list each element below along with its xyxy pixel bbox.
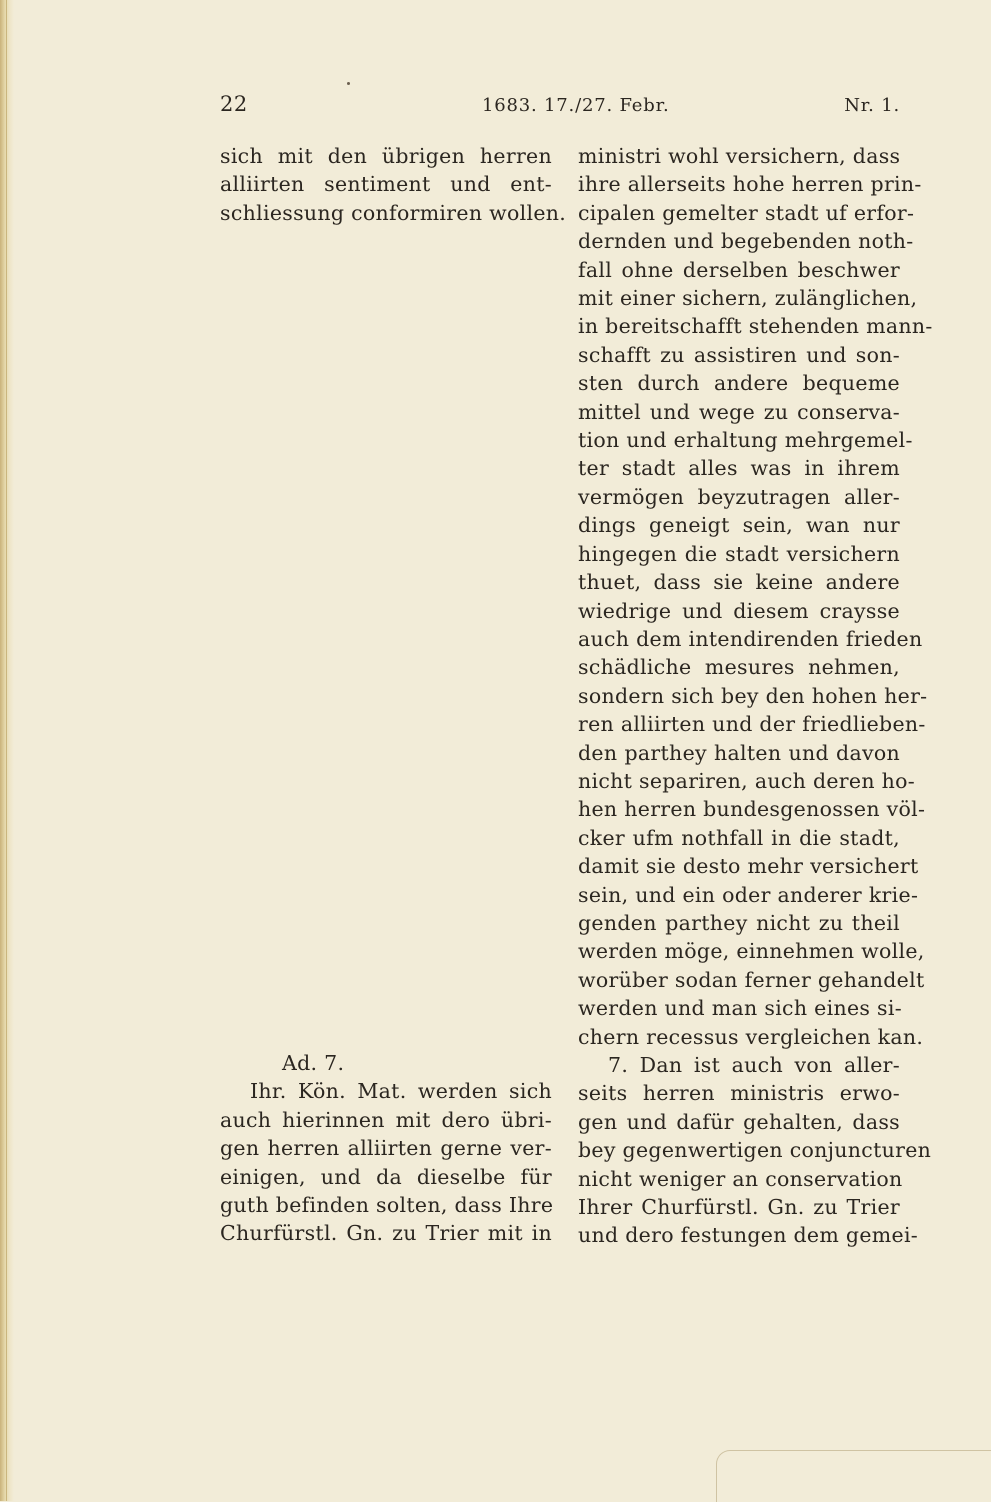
text-line: bey gegenwertigen conjuncturen [578, 1138, 932, 1163]
text-line: genden parthey nicht zu theil [578, 910, 900, 935]
text-line: sein, und ein oder anderer krie- [578, 882, 919, 907]
text-line: werden und man sich eines si- [578, 996, 902, 1021]
text-line: wiedrige und diesem craysse [578, 598, 900, 623]
page-edge-line [6, 0, 7, 1501]
text-line: chern recessus vergleichen kan. [578, 1024, 924, 1049]
running-title: 1683. 17./27. Febr. [482, 95, 670, 116]
text-line: mittel und wege zu conserva- [578, 399, 900, 424]
text-line: Ihr. Kön. Mat. werden sich [250, 1079, 552, 1104]
text-line: cipalen gemelter stadt uf erfor- [578, 200, 915, 225]
section-heading: Ad. 7. [282, 1051, 345, 1075]
text-line: gen und dafür gehalten, dass [578, 1109, 900, 1134]
text-line: mit einer sichern, zulänglichen, [578, 286, 918, 311]
text-line: gen herren alliirten gerne ver- [220, 1136, 552, 1161]
text-line: werden möge, einnehmen wolle, [578, 939, 925, 964]
text-line: ren alliirten und der friedlieben- [578, 712, 926, 737]
text-line: dings geneigt sein, wan nur [578, 513, 900, 538]
text-line: damit sie desto mehr versichert [578, 854, 919, 879]
text-line: nicht separiren, auch deren ho- [578, 768, 916, 793]
text-line: sich mit den übrigen herren [220, 144, 552, 168]
left-column-bottom [220, 1049, 552, 1248]
text-line: ministri wohl versichern, dass [578, 144, 901, 168]
ink-speck [347, 82, 350, 85]
text-line: sondern sich bey den hohen her- [578, 683, 928, 708]
text-line: fall ohne derselben beschwer [578, 257, 900, 282]
text-line: und dero festungen dem gemei- [578, 1223, 919, 1248]
right-column [578, 142, 933, 1250]
text-line: auch dem intendirenden frieden [578, 626, 923, 651]
running-header [220, 92, 900, 122]
text-line: den parthey halten und davon [578, 740, 900, 765]
text-line: sten durch andere bequeme [578, 371, 900, 396]
document-number: Nr. 1. [844, 95, 900, 116]
text-line: ter stadt alles was in ihrem [578, 456, 900, 481]
text-line: hingegen die stadt versichern [578, 541, 900, 566]
page-edge [0, 0, 14, 1501]
text-line: hen herren bundesgenossen völ- [578, 797, 926, 822]
paper-corner-mark [716, 1450, 991, 1502]
text-line: Ihrer Churfürstl. Gn. zu Trier [578, 1195, 900, 1220]
text-line: schädliche mesures nehmen, [578, 655, 900, 680]
text-line: in bereitschafft stehenden mann- [578, 314, 933, 339]
text-line: vermögen beyzutragen aller- [578, 484, 900, 509]
text-line: ihre allerseits hohe herren prin- [578, 172, 922, 197]
text-line: dernden und begebenden noth- [578, 229, 914, 254]
text-line: schliessung conformiren wollen. [220, 200, 567, 225]
left-column-top [220, 142, 567, 227]
text-line: seits herren ministris erwo- [578, 1081, 900, 1106]
text-line: worüber sodan ferner gehandelt [578, 967, 925, 992]
text-line: Churfürstl. Gn. zu Trier mit in [220, 1221, 552, 1246]
text-line: thuet, dass sie keine andere [578, 570, 900, 595]
text-line: guth befinden solten, dass Ihre [220, 1193, 554, 1218]
text-line: alliirten sentiment und ent- [220, 172, 552, 197]
text-line: cker ufm nothfall in die stadt, [578, 825, 900, 850]
text-line: schafft zu assistiren und son- [578, 342, 900, 367]
page-number: 22 [220, 92, 248, 116]
text-line: nicht weniger an conservation [578, 1166, 903, 1191]
paragraph-7-start: 7. Dan ist auch von aller- [608, 1053, 900, 1077]
text-line: auch hierinnen mit dero übri- [220, 1107, 552, 1132]
text-line: einigen, und da dieselbe für [220, 1164, 552, 1189]
text-line: tion und erhaltung mehrgemel- [578, 428, 913, 453]
